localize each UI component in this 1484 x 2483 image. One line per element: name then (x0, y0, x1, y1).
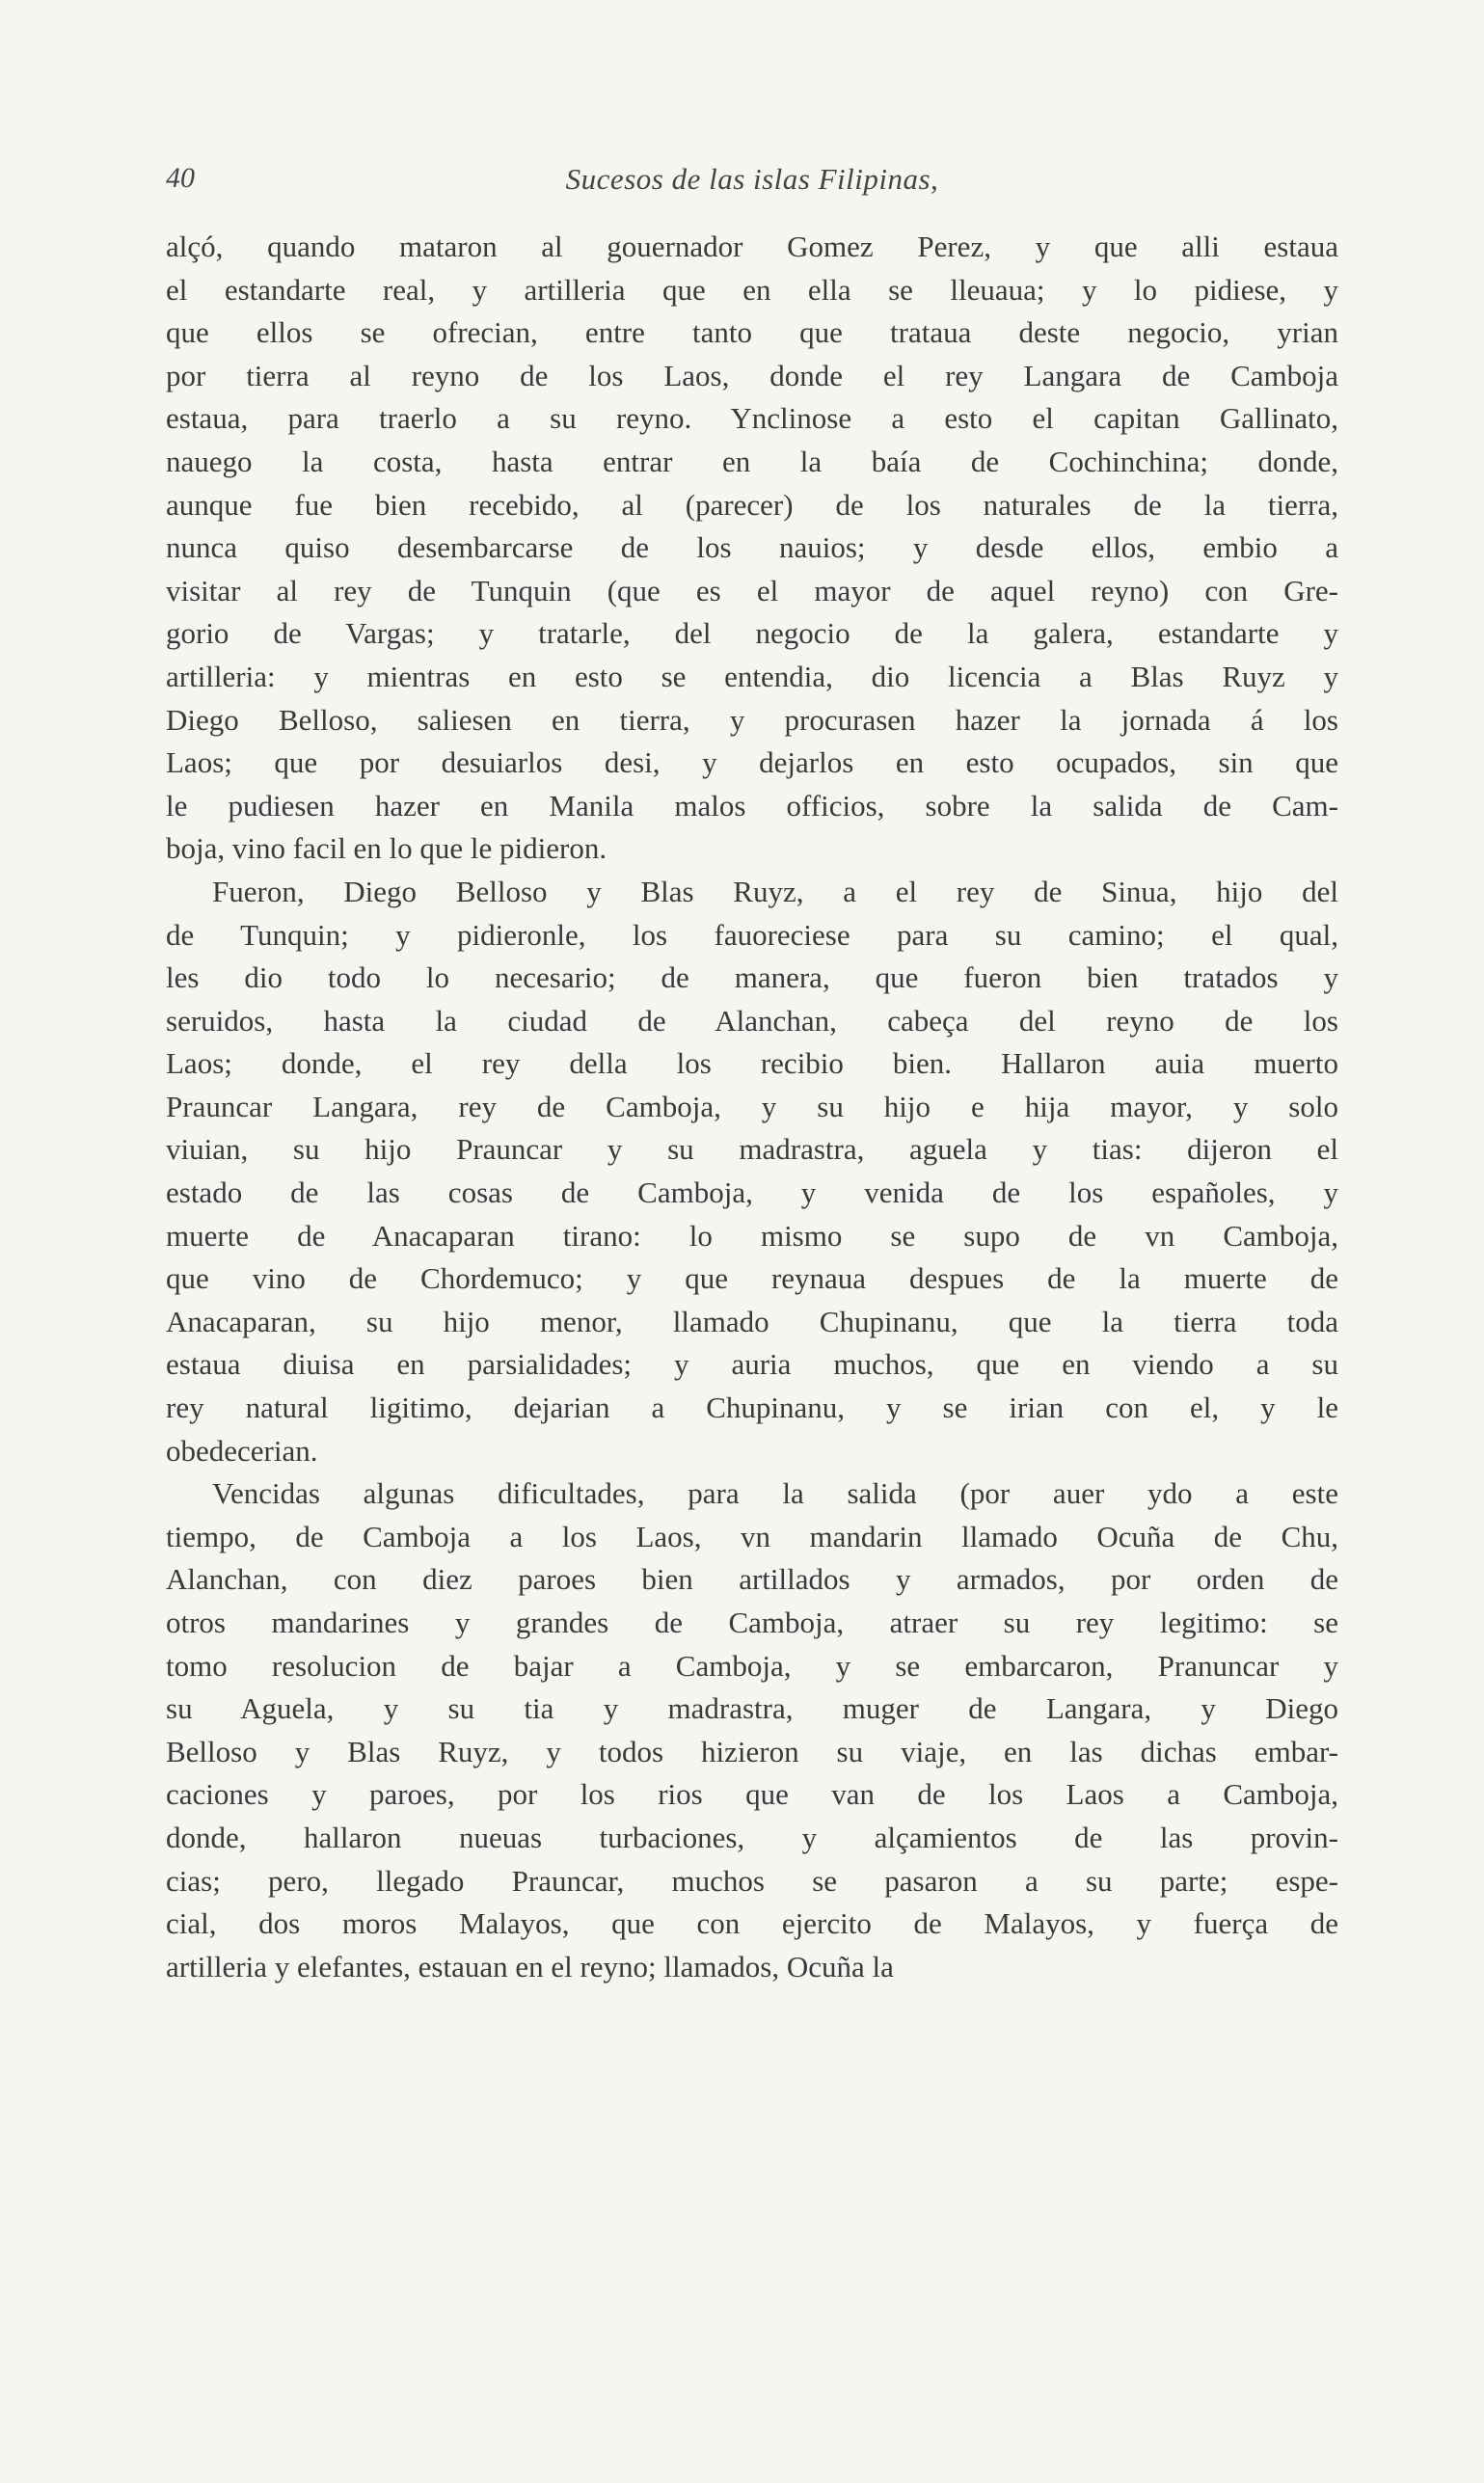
text-line: estaua, para traerlo a su reyno. Ynclinose a esto el capitan Gallinato, (166, 401, 1338, 436)
running-head: Sucesos de las islas Filipinas, (565, 162, 939, 196)
text-line: Diego Belloso, saliesen en tierra, y procurasen hazer la jornada á los (166, 702, 1338, 737)
text-line: obedecerian. (166, 1433, 318, 1468)
text-line: muerte de Anacaparan tirano: lo mismo se supo de vn Camboja, (166, 1218, 1338, 1253)
text-line: tiempo, de Camboja a los Laos, vn mandarin llamado Ocuña de Chu, (166, 1519, 1338, 1553)
page-number: 40 (166, 162, 195, 194)
text-line: alçó, quando mataron al gouernador Gomez Perez, y que alli estaua (166, 229, 1338, 263)
text-line: Laos; donde, el rey della los recibio bien. Hallaron auia muerto (166, 1046, 1338, 1081)
text-line: viuian, su hijo Prauncar y su madrastra, aguela y tias: dijeron el (166, 1132, 1338, 1167)
text-line: donde, hallaron nueuas turbaciones, y alçamientos de las provin- (166, 1820, 1338, 1854)
text-line: rey natural ligitimo, dejarian a Chupinanu, y se irian con el, y le (166, 1390, 1338, 1425)
text-line: visitar al rey de Tunquin (que es el mayor de aquel reyno) con Gre- (166, 573, 1338, 607)
text-line: su Aguela, y su tia y madrastra, muger de Langara, y Diego (166, 1691, 1338, 1726)
text-line: caciones y paroes, por los rios que van de los Laos a Camboja, (166, 1777, 1338, 1812)
text-line: de Tunquin; y pidieronle, los fauoreciese para su camino; el qual, (166, 917, 1338, 952)
text-line: Prauncar Langara, rey de Camboja, y su hijo e hija mayor, y solo (166, 1089, 1338, 1123)
page-header (166, 162, 1338, 204)
text-line: por tierra al reyno de los Laos, donde el rey Langara de Camboja (166, 358, 1338, 392)
text-line: Vencidas algunas dificultades, para la salida (por auer ydo a este (212, 1476, 1338, 1511)
text-line: Fueron, Diego Belloso y Blas Ruyz, a el rey de Sinua, hijo del (212, 874, 1338, 908)
text-line: nauego la costa, hasta entrar en la baía de Cochinchina; donde, (166, 444, 1338, 478)
text-line: Alanchan, con diez paroes bien artillados y armados, por orden de (166, 1562, 1338, 1597)
text-line: cias; pero, llegado Prauncar, muchos se pasaron a su parte; espe- (166, 1863, 1338, 1898)
text-line: seruidos, hasta la ciudad de Alanchan, cabeça del reyno de los (166, 1003, 1338, 1038)
text-line: otros mandarines y grandes de Camboja, atraer su rey legitimo: se (166, 1606, 1338, 1639)
text-line: el estandarte real, y artilleria que en ella se lleuaua; y lo pidiese, y (166, 272, 1338, 307)
text-line: le pudiesen hazer en Manila malos officios, sobre la salida de Cam- (166, 788, 1338, 823)
text-line: nunca quiso desembarcarse de los nauios; y desde ellos, embio a (166, 530, 1338, 565)
text-line: les dio todo lo necesario; de manera, que fueron bien tratados y (166, 960, 1338, 995)
text-line: tomo resolucion de bajar a Camboja, y se embarcaron, Pranuncar y (166, 1648, 1338, 1683)
text-line: artilleria: y mientras en esto se entendia, dio licencia a Blas Ruyz y (166, 659, 1338, 693)
text-line: que vino de Chordemuco; y que reynaua despues de la muerte de (166, 1261, 1338, 1296)
text-line: estaua diuisa en parsialidades; y auria muchos, que en viendo a su (166, 1347, 1338, 1382)
text-line: que ellos se ofrecian, entre tanto que trataua deste negocio, yrian (166, 315, 1338, 350)
text-line: Laos; que por desuiarlos desi, y dejarlos en esto ocupados, sin que (166, 745, 1338, 780)
paragraph (166, 871, 1338, 1472)
paragraph (166, 1472, 1338, 1988)
text-line: boja, vino facil en lo que le pidieron. (166, 831, 607, 866)
text-line: estado de las cosas de Camboja, y venida de los españoles, y (166, 1175, 1338, 1210)
text-line: Belloso y Blas Ruyz, y todos hizieron su viaje, en las dichas embar- (166, 1734, 1338, 1768)
text-line: cial, dos moros Malayos, que con ejercito de Malayos, y fuerça de (166, 1906, 1338, 1941)
text-line: artilleria y elefantes, estauan en el reyno; llamados, Ocuña la (166, 1949, 894, 1984)
text-line: Anacaparan, su hijo menor, llamado Chupinanu, que la tierra toda (166, 1304, 1338, 1338)
text-line: aunque fue bien recebido, al (parecer) de los naturales de la tierra, (166, 487, 1338, 522)
text-line: gorio de Vargas; y tratarle, del negocio de la galera, estandarte y (166, 616, 1338, 651)
paragraph (166, 226, 1338, 871)
body-text (166, 226, 1338, 1988)
